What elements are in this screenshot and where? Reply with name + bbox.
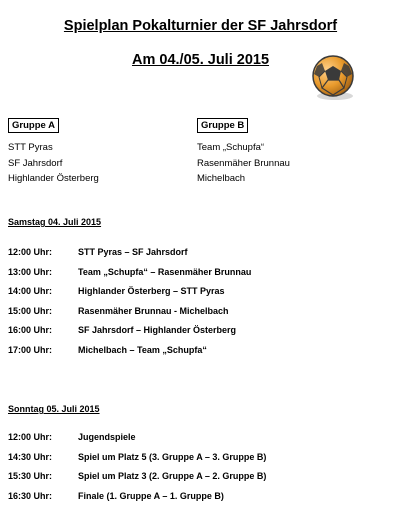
match-time: 14:30 Uhr:: [8, 451, 53, 462]
schedule-row: [8, 430, 266, 450]
schedule-row: [8, 304, 251, 324]
match-name: Finale (1. Gruppe A – 1. Gruppe B): [78, 490, 224, 501]
match-time: 12:00 Uhr:: [8, 247, 53, 257]
event-date: Am 04./05. Juli 2015: [131, 52, 270, 68]
match-name: Highlander Österberg – STT Pyras: [78, 286, 225, 296]
handball-icon: [308, 52, 358, 102]
match-time: 12:00 Uhr:: [8, 432, 53, 442]
group-b-team: Team „Schupfa“: [197, 142, 265, 153]
sunday-heading: Sonntag 05. Juli 2015: [8, 404, 100, 414]
saturday-schedule: [8, 245, 251, 362]
match-time: 14:00 Uhr:: [8, 286, 53, 296]
schedule-row: [8, 489, 266, 509]
schedule-row: [8, 245, 251, 265]
group-b-team: Rasenmäher Brunnau: [197, 157, 290, 169]
match-name: Spiel um Platz 5 (3. Gruppe A – 3. Gruppe B): [78, 451, 267, 462]
group-b-heading: Gruppe B: [197, 118, 248, 133]
match-name: Team „Schupfa“ – Rasenmäher Brunnau: [78, 266, 252, 277]
match-time: 15:00 Uhr:: [8, 305, 53, 316]
group-a-team: STT Pyras: [8, 142, 53, 153]
schedule-row: [8, 284, 251, 304]
match-name: Jugendspiele: [78, 432, 136, 442]
sunday-schedule: [8, 430, 266, 508]
match-time: 16:30 Uhr:: [8, 490, 53, 501]
page-title: Spielplan Pokalturnier der SF Jahrsdorf: [63, 18, 338, 34]
match-name: Michelbach – Team „Schupfa“: [78, 344, 207, 355]
schedule-row: [8, 450, 266, 470]
group-a-team: Highlander Österberg: [8, 173, 99, 184]
match-time: 13:00 Uhr:: [8, 266, 53, 277]
group-a-team: SF Jahrsdorf: [8, 157, 63, 169]
schedule-row: [8, 265, 251, 285]
group-b-team: Michelbach: [197, 173, 246, 184]
match-name: Spiel um Platz 3 (2. Gruppe A – 2. Gruppe B): [78, 471, 267, 481]
group-b: [197, 118, 290, 187]
match-name: SF Jahrsdorf – Highlander Österberg: [78, 325, 237, 335]
schedule-row: [8, 323, 251, 343]
schedule-row: [8, 343, 251, 363]
match-time: 16:00 Uhr:: [8, 325, 53, 335]
group-a: [8, 118, 99, 187]
group-a-heading: Gruppe A: [8, 118, 59, 133]
match-time: 17:00 Uhr:: [8, 344, 53, 355]
match-time: 15:30 Uhr:: [8, 471, 53, 481]
schedule-row: [8, 469, 266, 489]
saturday-heading: Samstag 04. Juli 2015: [8, 217, 102, 227]
match-name: Rasenmäher Brunnau - Michelbach: [78, 305, 229, 316]
match-name: STT Pyras – SF Jahrsdorf: [78, 247, 188, 257]
